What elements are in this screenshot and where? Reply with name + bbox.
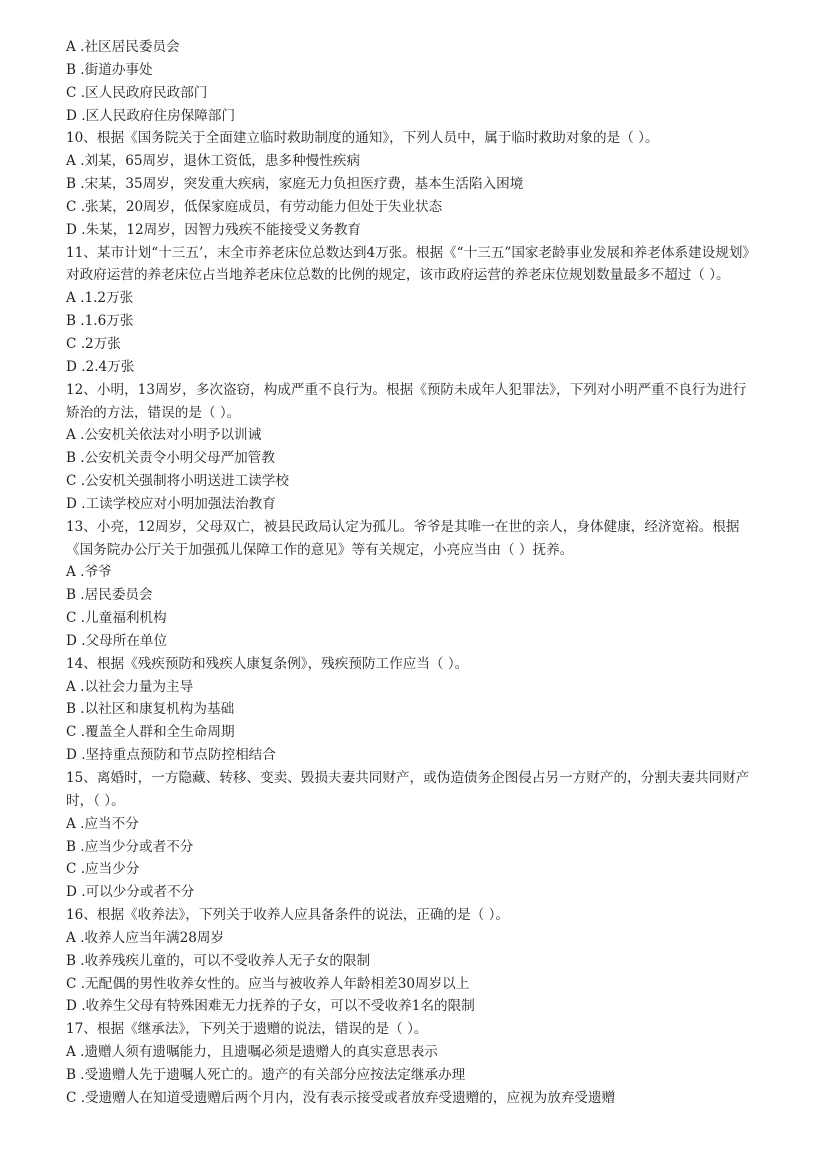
answer-option: C .受遗赠人在知道受遗赠后两个月内，没有表示接受或者放弃受遗赠的，应视为放弃受遗赠 bbox=[66, 1089, 616, 1106]
question-text-continued: 时，（ ）。 bbox=[66, 792, 125, 809]
question-text: 14、根据《残疾预防和残疾人康复条例》，残疾预防工作应当（ ）。 bbox=[66, 655, 469, 672]
question-text: 13、小亮，12周岁，父母双亡，被县民政局认定为孤儿。爷爷是其唯一在世的亲人，身体健康，经济宽裕。根据 bbox=[66, 518, 740, 535]
question-text: 10、根据《国务院关于全面建立临时救助制度的通知》，下列人员中，属于临时救助对象的是（ ）。 bbox=[66, 130, 659, 147]
answer-option: C .无配偶的男性收养女性的。应当与被收养人年龄相差30周岁以上 bbox=[66, 975, 470, 992]
question-text: 12、小明，13周岁，多次盗窃，构成严重不良行为。根据《预防未成年人犯罪法》，下列对小明严重不良行为进行 bbox=[66, 381, 747, 398]
answer-option: B .居民委员会 bbox=[66, 587, 153, 604]
answer-option: B .1.6万张 bbox=[66, 313, 134, 330]
answer-option: B .受遗赠人先于遗嘱人死亡的。遗产的有关部分应按法定继承办理 bbox=[66, 1066, 466, 1083]
answer-option: D .收养生父母有特殊困难无力抚养的子女，可以不受收养1名的限制 bbox=[66, 998, 475, 1015]
document-body bbox=[66, 36, 766, 1110]
answer-option: A .遗赠人须有遗嘱能力，且遗嘱必须是遗赠人的真实意思表示 bbox=[66, 1044, 438, 1061]
answer-option: D .工读学校应对小明加强法治教育 bbox=[66, 495, 276, 512]
answer-option: D .区人民政府住房保障部门 bbox=[66, 107, 236, 124]
answer-option: A .1.2万张 bbox=[66, 290, 134, 307]
question-text: 17、根据《继承法》，下列关于遗赠的说法，错误的是（ ）。 bbox=[66, 1021, 428, 1038]
question-text: 16、根据《收养法》，下列关于收养人应具备条件的说法，正确的是（ ）。 bbox=[66, 907, 510, 924]
answer-option: A .爷爷 bbox=[66, 564, 112, 581]
answer-option: D .朱某，12周岁，因智力残疾不能接受义务教育 bbox=[66, 221, 362, 238]
answer-option: A .收养人应当年满28周岁 bbox=[66, 929, 225, 946]
answer-option: D .父母所在单位 bbox=[66, 632, 168, 649]
answer-option: C .儿童福利机构 bbox=[66, 610, 167, 627]
answer-option: D .可以少分或者不分 bbox=[66, 884, 195, 901]
answer-option: B .收养残疾儿童的，可以不受收养人无子女的限制 bbox=[66, 952, 371, 969]
question-text-continued: 对政府运营的养老床位占当地养老床位总数的比例的规定，该市政府运营的养老床位规划数量最多不超过（ ）。 bbox=[66, 267, 730, 284]
answer-option: B .宋某，35周岁，突发重大疾病，家庭无力负担医疗费，基本生活陷入困境 bbox=[66, 176, 524, 193]
answer-option: A .公安机关依法对小明予以训诫 bbox=[66, 427, 262, 444]
answer-option: A .应当不分 bbox=[66, 815, 139, 832]
answer-option: B .应当少分或者不分 bbox=[66, 838, 194, 855]
answer-option: C .张某，20周岁，低保家庭成员，有劳动能力但处于失业状态 bbox=[66, 198, 443, 215]
question-text: 11、某市计划“十三五’，末全市养老床位总数达到4万张。根据《“十三五”国家老龄事业发展和养老体系建设规划》 bbox=[66, 244, 757, 261]
answer-option: A .刘某，65周岁，退休工资低，患多种慢性疾病 bbox=[66, 153, 361, 170]
answer-option: C .区人民政府民政部门 bbox=[66, 84, 208, 101]
question-text: 15、离婚时，一方隐藏、转移、变卖、毁损夫妻共同财产，或伪造债务企图侵占另一方财产的，分割夫妻共同财产 bbox=[66, 770, 750, 786]
answer-option: C .公安机关强制将小明送进工读学校 bbox=[66, 473, 289, 490]
answer-option: A .社区居民委员会 bbox=[66, 39, 180, 55]
answer-option: C .覆盖全人群和全生命周期 bbox=[66, 724, 235, 741]
answer-option: D .2.4万张 bbox=[66, 358, 135, 375]
answer-option: D .坚持重点预防和节点防控相结合 bbox=[66, 747, 276, 764]
answer-option: B .街道办事处 bbox=[66, 61, 153, 78]
answer-option: B .以社区和康复机构为基础 bbox=[66, 701, 235, 718]
answer-option: A .以社会力量为主导 bbox=[66, 678, 194, 695]
question-text-continued: 《国务院办公厅关于加强孤儿保障工作的意见》等有关规定，小亮应当由（ ）抚养。 bbox=[66, 541, 574, 558]
answer-option: C .2万张 bbox=[66, 335, 121, 352]
answer-option: C .应当少分 bbox=[66, 861, 140, 878]
question-text-continued: 矫治的方法，错误的是（ ）。 bbox=[66, 404, 241, 421]
answer-option: B .公安机关责令小明父母严加管教 bbox=[66, 450, 275, 467]
